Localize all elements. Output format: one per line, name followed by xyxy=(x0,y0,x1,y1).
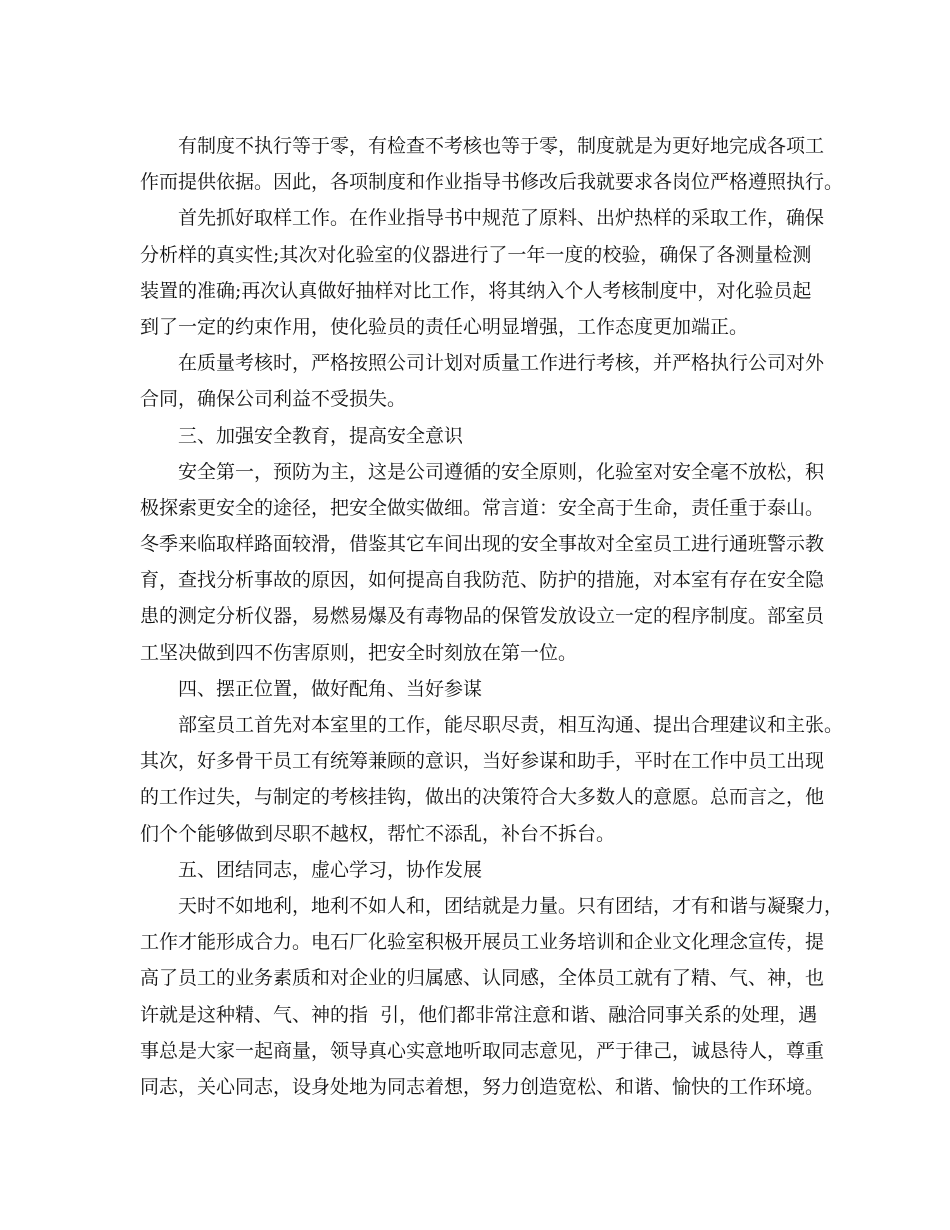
text-line: 许就是这种精、气、神的指 引，他们都非常注意和谐、融洽同事关系的处理，遇 xyxy=(140,1003,818,1026)
text-line: 工坚决做到四不伤害原则，把安全时刻放在第一位。 xyxy=(140,641,578,664)
text-line: 部室员工首先对本室里的工作，能尽职尽责，相互沟通、提出合理建议和主张。 xyxy=(178,714,844,736)
text-line: 四、摆正位置，做好配角、当好参谋 xyxy=(178,677,483,700)
text-line: 育，查找分析事故的原因，如何提高自我防范、防护的措施，对本室有存在安全隐 xyxy=(140,569,825,592)
text-line: 同志，关心同志，设身处地为同志着想，努力创造宽松、和谐、愉快的工作环境。 xyxy=(140,1075,825,1098)
text-line: 作而提供依据。因此，各项制度和作业指导书修改后我就要求各岗位严格遵照执行。 xyxy=(140,171,844,194)
text-line: 首先抓好取样工作。在作业指导书中规范了原料、出炉热样的采取工作，确保 xyxy=(178,207,825,230)
text-line: 事总是大家一起商量，领导真心实意地听取同志意见，严于律己，诚恳待人，尊重 xyxy=(140,1039,825,1062)
text-line: 的工作过失，与制定的考核挂钩，做出的决策符合大多数人的意愿。总而言之，他 xyxy=(140,786,825,809)
text-line: 天时不如地利，地利不如人和，团结就是力量。只有团结，才有和谐与凝聚力， xyxy=(178,894,844,917)
text-line: 有制度不执行等于零，有检查不考核也等于零，制度就是为更好地完成各项工 xyxy=(178,135,825,157)
document-body xyxy=(140,128,844,1105)
text-line: 到了一定的约束作用，使化验员的责任心明显增强，工作态度更加端正。 xyxy=(140,315,749,338)
text-line: 三、加强安全教育，提高安全意识 xyxy=(178,424,464,447)
text-line: 们个个能够做到尽职不越权，帮忙不添乱，补台不拆台。 xyxy=(140,822,616,845)
text-line: 分析样的真实性;其次对化验室的仪器进行了一年一度的校验，确保了各测量检测 xyxy=(140,243,812,266)
text-line: 其次，好多骨干员工有统筹兼顾的意识，当好参谋和助手，平时在工作中员工出现 xyxy=(140,750,825,773)
text-line: 冬季来临取样路面较滑，借鉴其它车间出现的安全事故对全室员工进行通班警示教 xyxy=(140,533,825,556)
text-line: 患的测定分析仪器，易燃易爆及有毒物品的保管发放设立一定的程序制度。部室员 xyxy=(140,605,825,628)
text-line: 极探索更安全的途径，把安全做实做细。常言道：安全高于生命，责任重于泰山。 xyxy=(140,496,825,519)
text-line: 装置的准确;再次认真做好抽样对比工作，将其纳入个人考核制度中，对化验员起 xyxy=(140,279,812,302)
text-line: 安全第一，预防为主，这是公司遵循的安全原则，化验室对安全毫不放松，积 xyxy=(178,460,825,483)
text-line: 五、团结同志，虚心学习，协作发展 xyxy=(178,858,483,881)
text-line: 高了员工的业务素质和对企业的归属感、认同感，全体员工就有了精、气、神，也 xyxy=(140,967,825,990)
text-line: 合同，确保公司利益不受损失。 xyxy=(140,388,407,411)
text-line: 在质量考核时，严格按照公司计划对质量工作进行考核，并严格执行公司对外 xyxy=(178,352,825,375)
text-line: 工作才能形成合力。电石厂化验室积极开展员工业务培训和企业文化理念宣传，提 xyxy=(140,931,825,954)
